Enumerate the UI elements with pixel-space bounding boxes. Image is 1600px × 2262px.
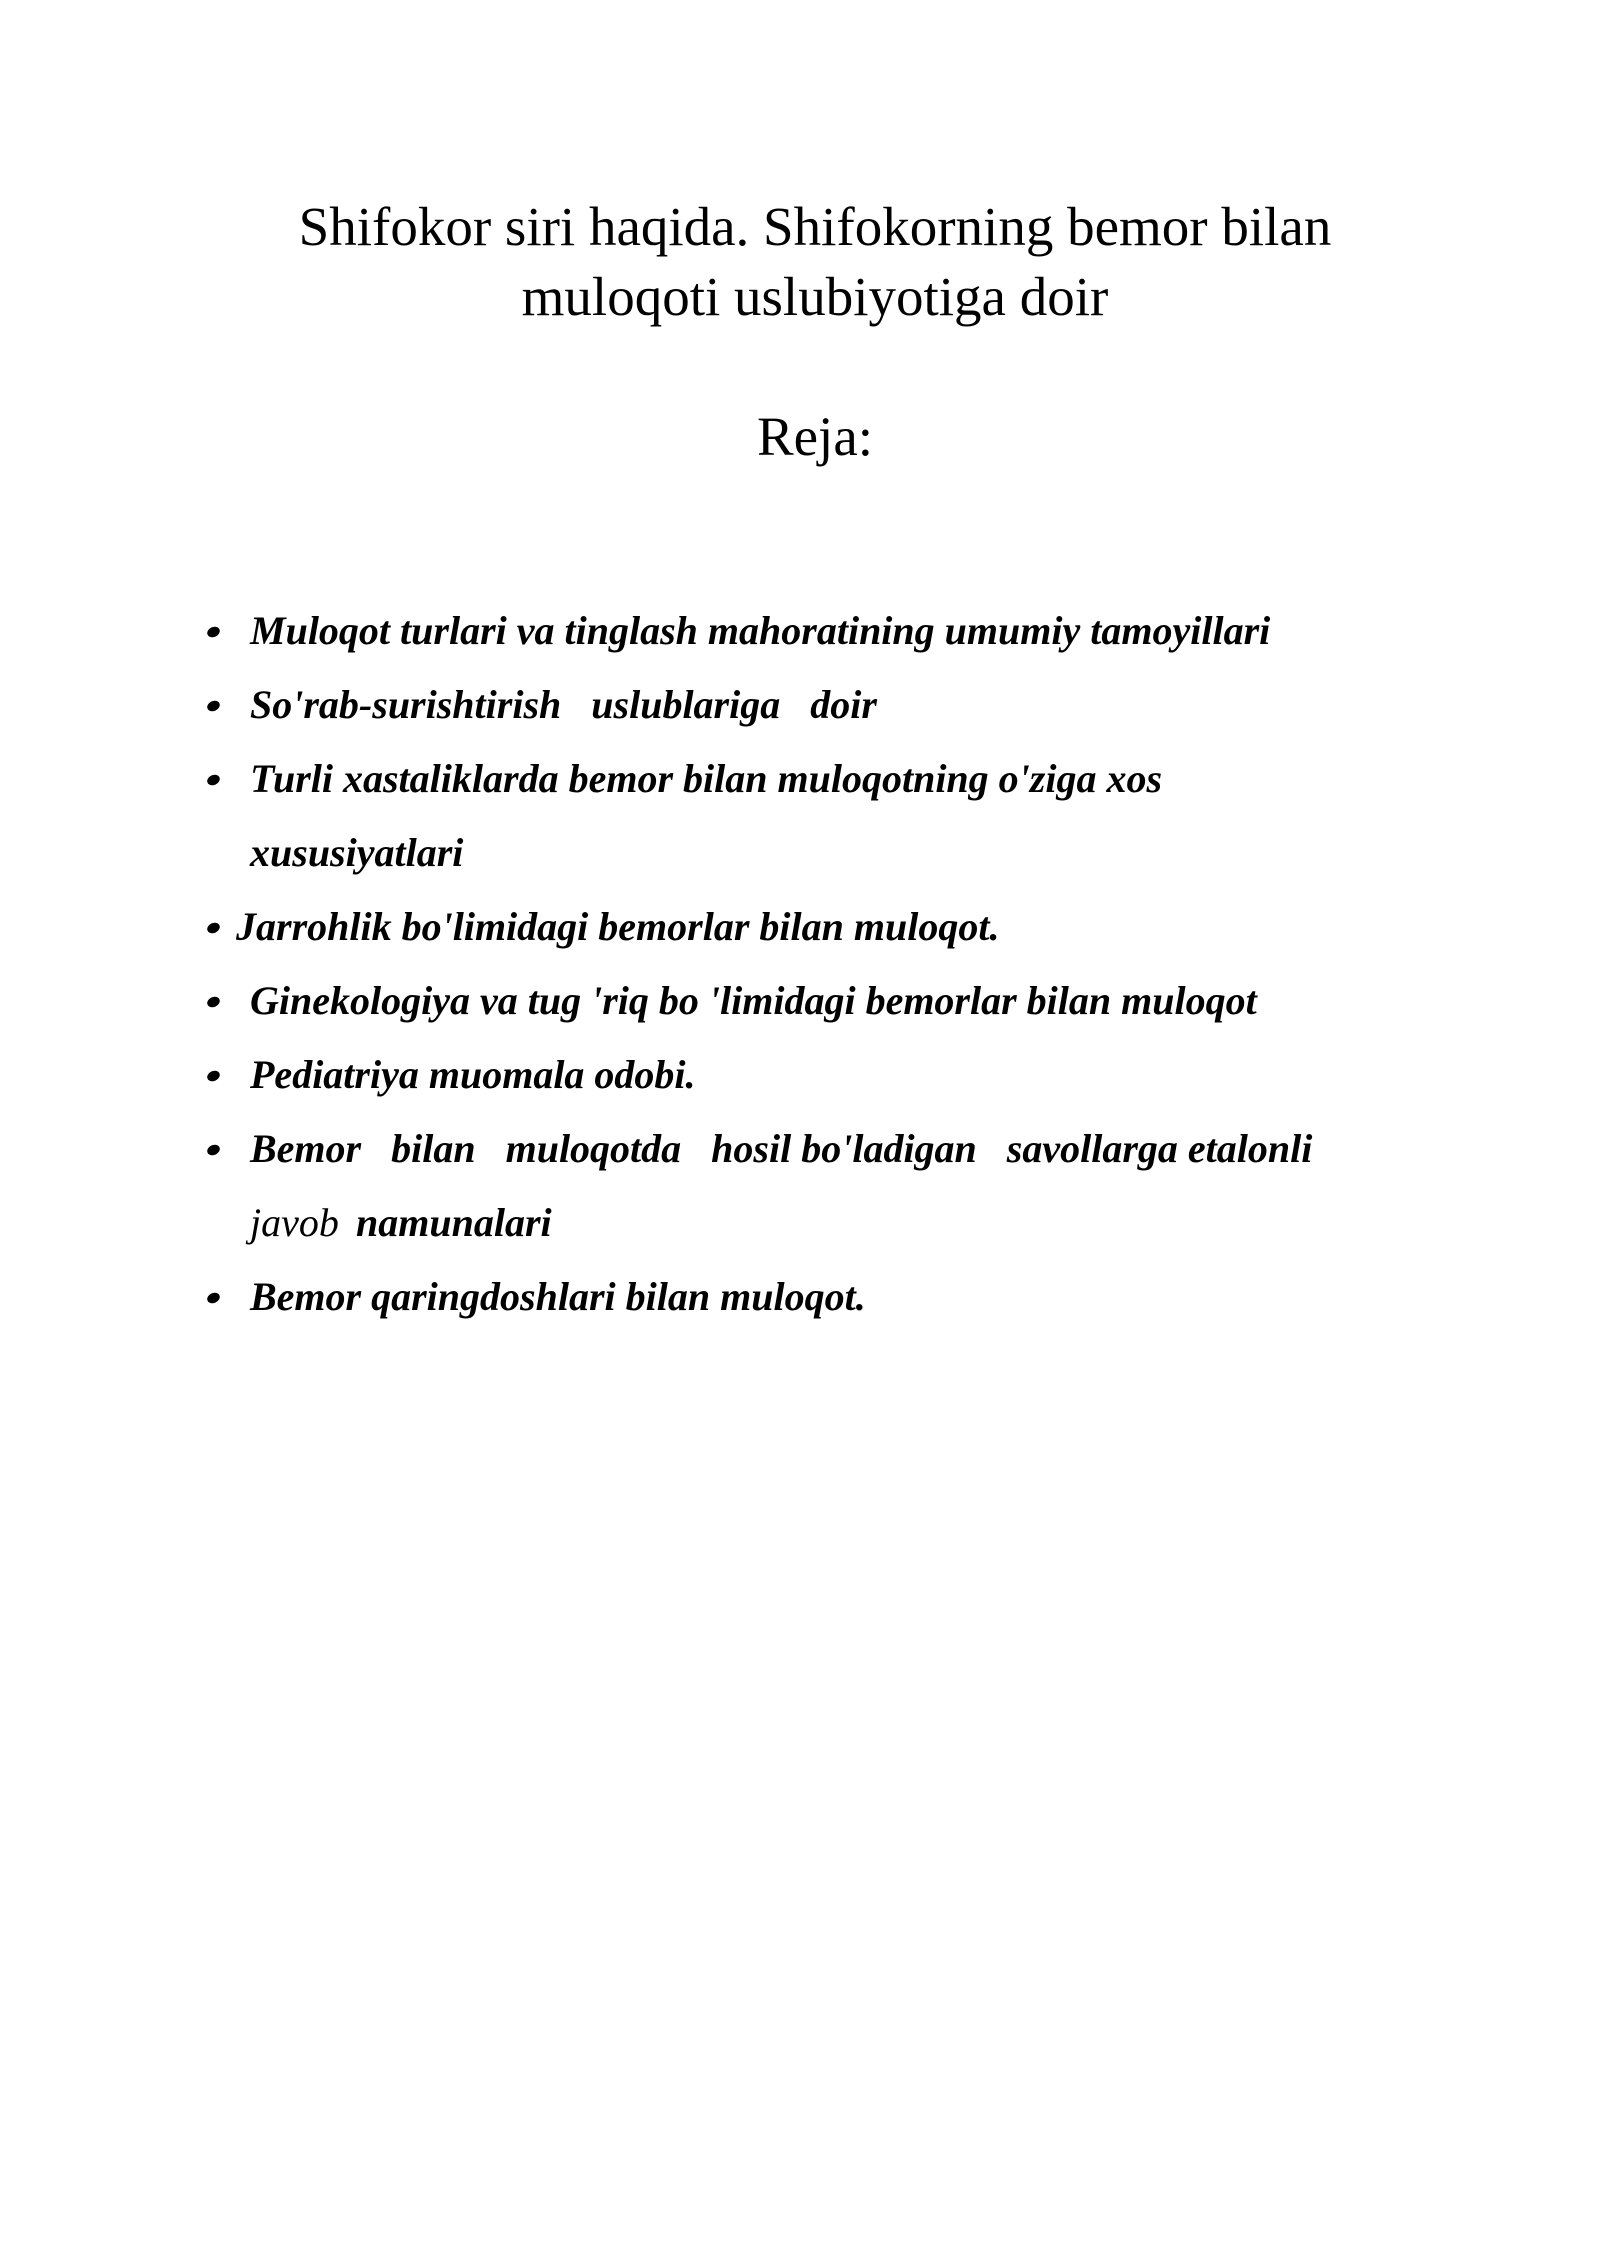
bullet-icon [205,699,221,714]
plan-item-text: Pediatriya muomala odobi. [250,1052,696,1097]
bullet-icon [205,773,221,788]
plan-item-text: Bemor qaringdoshlari bilan muloqot. [250,1274,866,1319]
plan-item-text: Jarrohlik bo'limidagi bemorlar bilan muloqot. [236,904,1000,949]
plan-item-text-line-1: Turli xastaliklarda bemor bilan muloqotning o'ziga xos [250,756,1163,801]
plan-item-text: So'rab-surishtirish uslublariga doir [250,682,877,727]
bullet-icon [205,625,221,640]
bullet-icon [205,995,221,1010]
bullet-icon [205,1143,221,1158]
title-line-2: muloqoti uslubiyotiga doir [521,266,1109,327]
plan-item-text: Muloqot turlari va tinglash mahoratining umumiy tamoyillari [250,608,1271,653]
plan-item-text-line-1: Bemor bilan muloqotda hosil bo'ladigan savollarga etalonli [250,1126,1313,1171]
plan-item-text-line-2-normal: javob [250,1200,339,1245]
plan-item-text: Ginekologiya va tug 'riq bo 'limidagi bemorlar bilan muloqot [250,978,1257,1023]
plan-item-text-line-2: xususiyatlari [250,830,464,875]
bullet-icon [205,921,221,936]
plan-item-text-line-2-bold: namunalari [356,1200,552,1245]
bullet-icon [205,1069,221,1084]
plan-heading: Reja: [756,406,874,467]
bullet-icon [205,1291,221,1306]
document-title [0,192,1600,332]
title-line-1: Shifokor siri haqida. Shifokorning bemor bilan [298,196,1332,257]
